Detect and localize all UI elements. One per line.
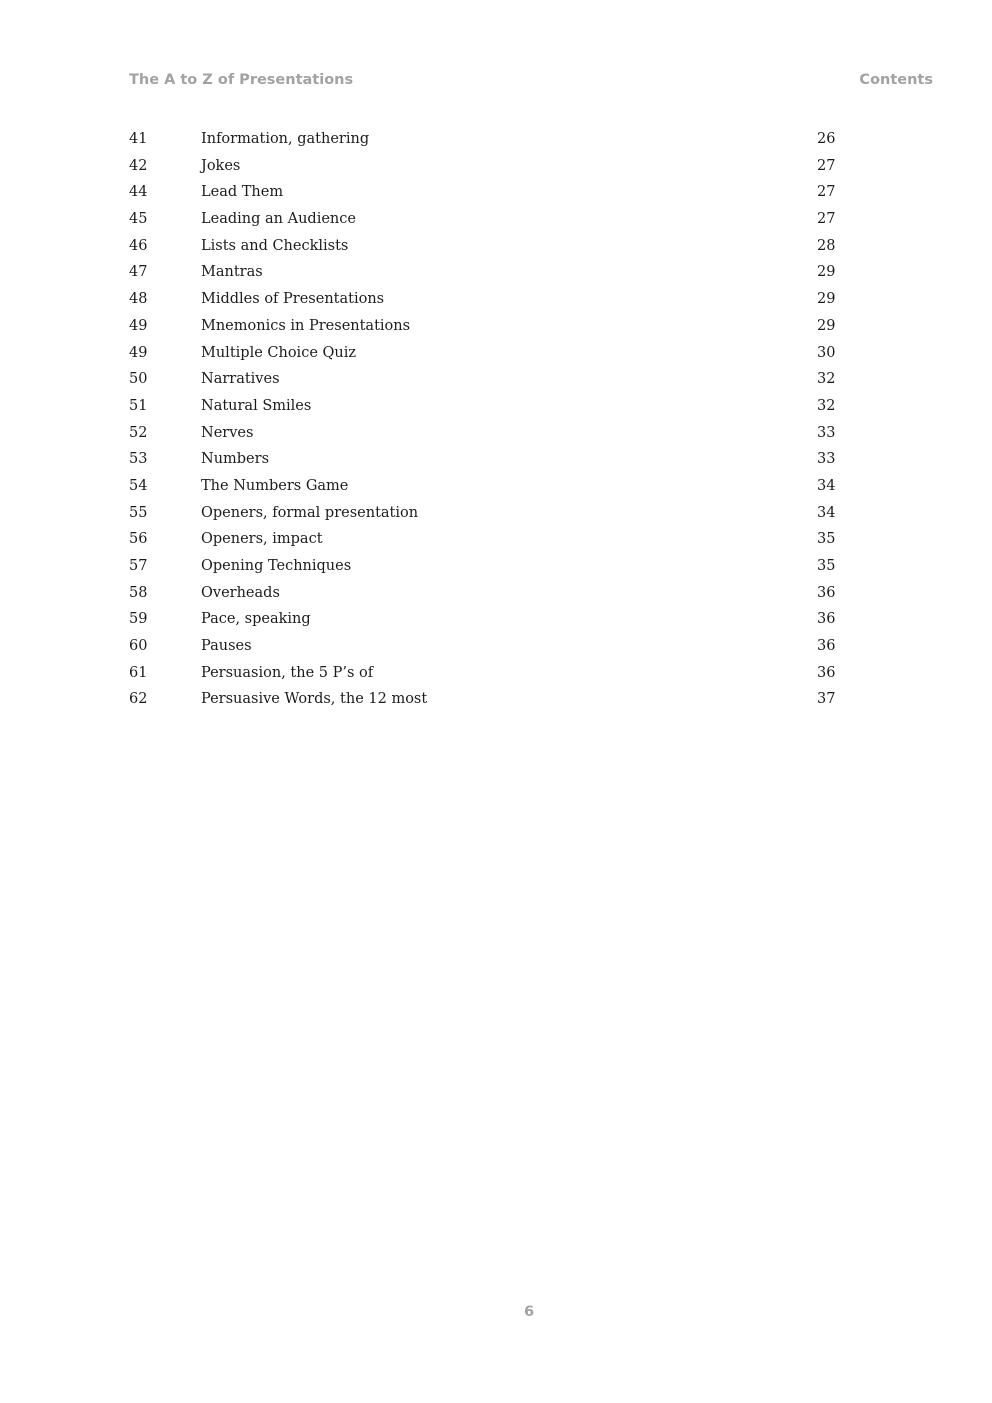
toc-entry-number: 62	[129, 691, 148, 708]
toc-entry	[129, 687, 849, 714]
toc-entry-page: 29	[817, 317, 836, 334]
toc-entry-number: 61	[129, 664, 148, 681]
toc-entry	[129, 447, 849, 474]
toc-entry-number: 60	[129, 638, 148, 655]
toc-entry-page: 28	[817, 237, 836, 254]
toc-entry	[129, 554, 849, 581]
toc-entry-title: Pauses	[201, 638, 252, 655]
table-of-contents	[129, 127, 849, 714]
toc-entry-number: 41	[129, 131, 148, 147]
toc-entry	[129, 154, 849, 181]
toc-entry-page: 32	[817, 397, 836, 414]
toc-entry	[129, 634, 849, 661]
toc-entry-title: Openers, impact	[201, 531, 323, 548]
toc-entry-number: 55	[129, 504, 148, 521]
toc-entry	[129, 661, 849, 688]
toc-entry-number: 45	[129, 211, 148, 228]
toc-entry-page: 27	[817, 211, 836, 228]
toc-entry-number: 52	[129, 424, 148, 441]
toc-entry-page: 36	[817, 584, 836, 601]
toc-entry	[129, 474, 849, 501]
toc-entry-page: 34	[817, 504, 836, 521]
toc-entry-title: Persuasive Words, the 12 most	[201, 691, 428, 708]
toc-entry-title: Openers, formal presentation	[201, 504, 419, 521]
toc-entry-page: 34	[817, 477, 836, 494]
toc-entry	[129, 607, 849, 634]
toc-entry-title: Jokes	[201, 157, 241, 174]
toc-entry-page: 29	[817, 264, 836, 281]
toc-entry-number: 56	[129, 531, 148, 548]
toc-entry-number: 57	[129, 558, 148, 574]
toc-entry-number: 51	[129, 397, 148, 414]
toc-entry-number: 49	[129, 344, 148, 361]
toc-entry-title: Persuasion, the 5 P’s of	[201, 664, 374, 681]
toc-entry	[129, 180, 849, 207]
toc-entry	[129, 581, 849, 608]
toc-entry-title: Multiple Choice Quiz	[201, 344, 357, 361]
toc-entry-title: Pace, speaking	[201, 611, 311, 628]
toc-entry-number: 44	[129, 184, 148, 201]
toc-entry-title: Mantras	[201, 264, 263, 281]
toc-entry	[129, 367, 849, 394]
toc-entry-page: 36	[817, 611, 836, 628]
toc-entry-page: 32	[817, 371, 836, 388]
toc-entry-title: The Numbers Game	[201, 477, 349, 494]
toc-entry-title: Nerves	[201, 424, 254, 441]
toc-entry-number: 48	[129, 291, 148, 308]
toc-entry-page: 33	[817, 451, 836, 468]
toc-entry-title: Lead Them	[201, 184, 284, 201]
toc-entry-page: 36	[817, 664, 836, 681]
toc-entry-page: 27	[817, 157, 836, 174]
toc-entry	[129, 260, 849, 287]
toc-entry-number: 53	[129, 451, 148, 468]
toc-entry-title: Leading an Audience	[201, 211, 356, 228]
toc-entry-page: 37	[817, 691, 836, 708]
toc-entry	[129, 287, 849, 314]
toc-entry-page: 36	[817, 638, 836, 655]
toc-entry-number: 47	[129, 264, 148, 281]
toc-entry	[129, 527, 849, 554]
toc-entry-number: 59	[129, 611, 148, 628]
toc-entry	[129, 341, 849, 368]
toc-entry	[129, 127, 849, 154]
toc-entry	[129, 394, 849, 421]
page-number: 6	[523, 1304, 535, 1320]
toc-entry-number: 42	[129, 157, 148, 174]
toc-entry-page: 29	[817, 291, 836, 308]
toc-entry-number: 54	[129, 477, 148, 494]
toc-entry	[129, 207, 849, 234]
toc-entry	[129, 421, 849, 448]
toc-entry-title: Lists and Checklists	[201, 237, 349, 254]
toc-entry-title: Opening Techniques	[201, 558, 352, 574]
toc-entry-page: 35	[817, 531, 836, 548]
toc-entry-title: Natural Smiles	[201, 397, 312, 414]
toc-entry-title: Overheads	[201, 584, 280, 601]
toc-entry-number: 58	[129, 584, 148, 601]
toc-entry	[129, 314, 849, 341]
toc-entry-number: 46	[129, 237, 148, 254]
toc-entry	[129, 501, 849, 528]
toc-entry-title: Information, gathering	[201, 131, 370, 147]
toc-entry-page: 30	[817, 344, 836, 361]
toc-entry-title: Numbers	[201, 451, 270, 468]
toc-entry-page: 33	[817, 424, 836, 441]
toc-entry-number: 50	[129, 371, 148, 388]
toc-entry-page: 26	[817, 131, 836, 147]
toc-entry-title: Narratives	[201, 371, 280, 388]
toc-entry-page: 35	[817, 558, 836, 574]
running-head-title: The A to Z of Presentations	[129, 72, 354, 88]
toc-entry-number: 49	[129, 317, 148, 334]
toc-entry-page: 27	[817, 184, 836, 201]
toc-entry	[129, 234, 849, 261]
toc-entry-title: Mnemonics in Presentations	[201, 317, 411, 334]
running-head-section: Contents	[859, 72, 933, 88]
toc-entry-title: Middles of Presentations	[201, 291, 385, 308]
